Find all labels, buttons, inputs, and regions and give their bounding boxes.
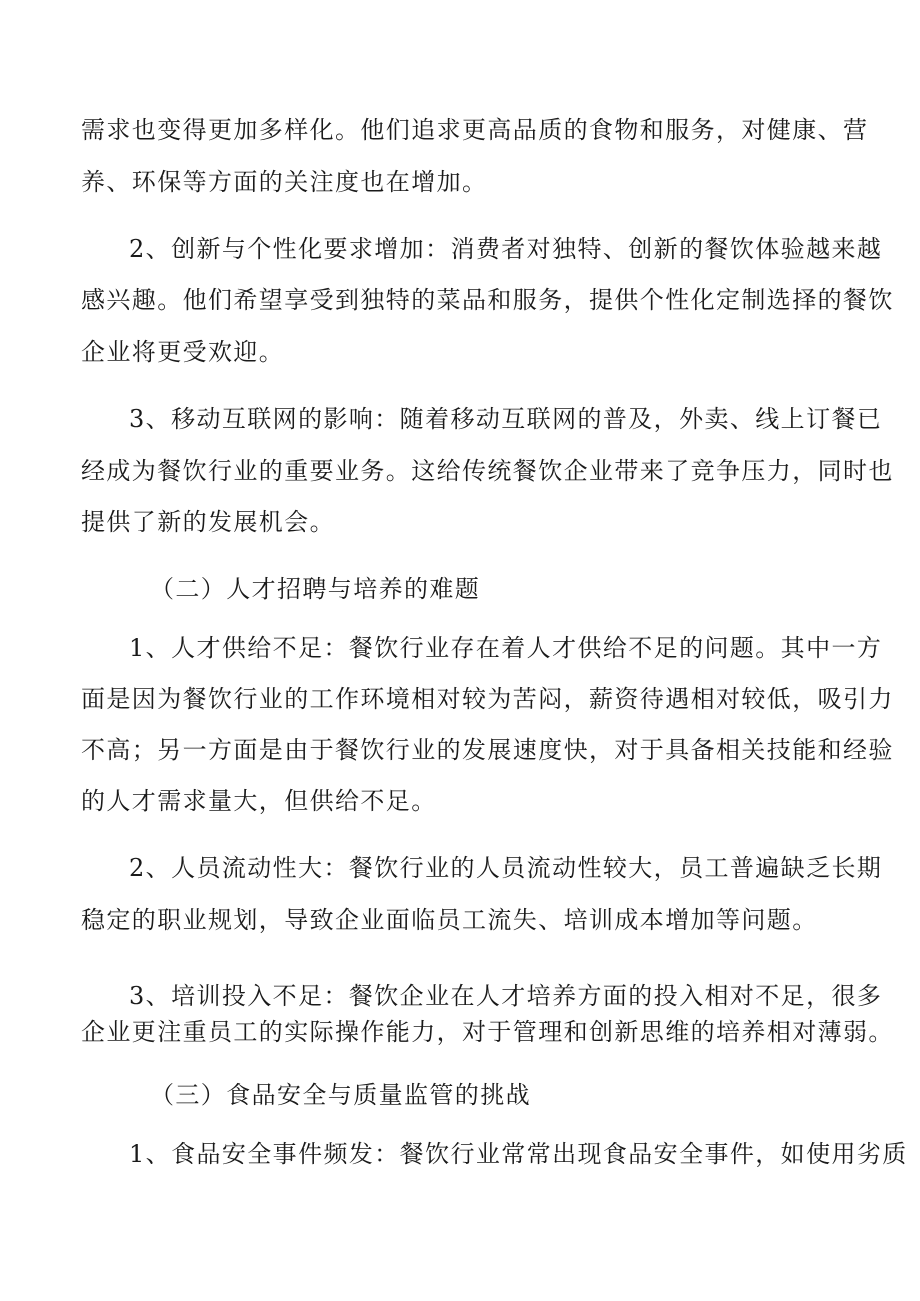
body-text-line: 提供了新的发展机会。 xyxy=(81,508,335,536)
body-text-line: 企业将更受欢迎。 xyxy=(81,338,285,366)
body-text-line: 3、培训投入不足：餐饮企业在人才培养方面的投入相对不足，很多 xyxy=(129,982,883,1010)
section-heading: （二）人才招聘与培养的难题 xyxy=(150,575,481,603)
body-text-line: 养、环保等方面的关注度也在增加。 xyxy=(81,168,488,196)
body-text-line: 面是因为餐饮行业的工作环境相对较为苦闷，薪资待遇相对较低，吸引力 xyxy=(81,685,894,713)
body-text-line: 1、食品安全事件频发：餐饮行业常常出现食品安全事件，如使用劣质 xyxy=(129,1140,908,1168)
body-text-line: 1、人才供给不足：餐饮行业存在着人才供给不足的问题。其中一方 xyxy=(129,634,883,662)
body-text-line: 经成为餐饮行业的重要业务。这给传统餐饮企业带来了竞争压力，同时也 xyxy=(81,457,894,485)
body-text-line: 感兴趣。他们希望享受到独特的菜品和服务，提供个性化定制选择的餐饮 xyxy=(81,286,894,314)
body-text-line: 稳定的职业规划，导致企业面临员工流失、培训成本增加等问题。 xyxy=(81,906,818,934)
body-text-line: 需求也变得更加多样化。他们追求更高品质的食物和服务，对健康、营 xyxy=(81,116,869,144)
body-text-line: 的人才需求量大，但供给不足。 xyxy=(81,787,437,815)
body-text-line: 不高；另一方面是由于餐饮行业的发展速度快，对于具备相关技能和经验 xyxy=(81,736,894,764)
body-text-line: 企业更注重员工的实际操作能力，对于管理和创新思维的培养相对薄弱。 xyxy=(81,1018,894,1046)
body-text-line: 2、创新与个性化要求增加：消费者对独特、创新的餐饮体验越来越 xyxy=(129,235,883,263)
body-text-line: 3、移动互联网的影响：随着移动互联网的普及，外卖、线上订餐已 xyxy=(129,405,883,433)
body-text-line: 2、人员流动性大：餐饮行业的人员流动性较大，员工普遍缺乏长期 xyxy=(129,854,883,882)
section-heading: （三）食品安全与质量监管的挑战 xyxy=(150,1081,531,1109)
